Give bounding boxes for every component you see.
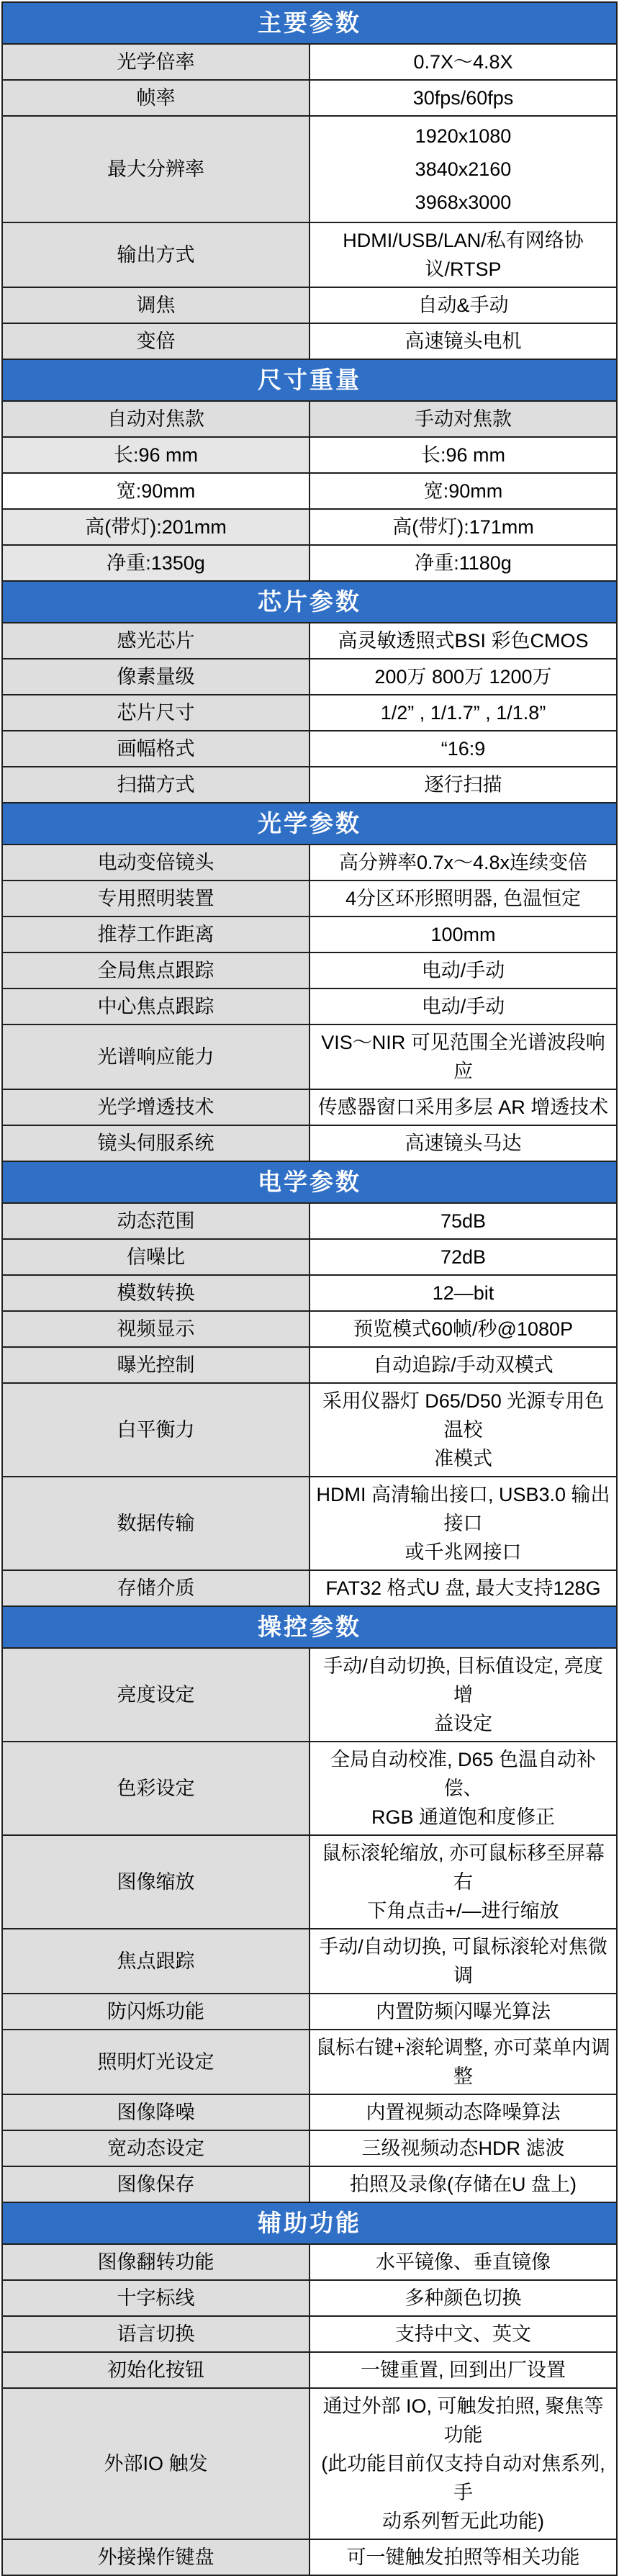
section-header-electrical-params: 电学参数 <box>2 1161 617 1203</box>
row-value: VIS～NIR 可见范围全光谱波段响应 <box>310 1024 617 1089</box>
row-label: 照明灯光设定 <box>2 2030 310 2094</box>
dimension-cell: 宽:90mm <box>310 473 617 509</box>
row-value: 多种颜色切换 <box>310 2280 617 2316</box>
row-label: 白平衡力 <box>2 1383 310 1477</box>
value-line: 鼠标滚轮缩放, 亦可鼠标移至屏幕右 <box>321 1842 605 1893</box>
row-label: 图像降噪 <box>2 2094 310 2130</box>
row-label: 帧率 <box>2 80 310 116</box>
row-label: 镜头伺服系统 <box>2 1125 310 1161</box>
spec-table <box>1 1 618 2576</box>
row-value: 一键重置, 回到出厂设置 <box>310 2352 617 2388</box>
row-label: 初始化按钮 <box>2 2352 310 2388</box>
section-header-optical-params: 光学参数 <box>2 803 617 845</box>
row-label: 曝光控制 <box>2 1347 310 1383</box>
row-value: 内置防频闪曝光算法 <box>310 1994 617 2030</box>
value-line: RGB 通道饱和度修正 <box>371 1806 555 1828</box>
row-label: 动态范围 <box>2 1203 310 1239</box>
row-value-multiline <box>310 1383 617 1477</box>
dimension-cell: 长:96 mm <box>2 437 310 473</box>
section-header-control-params: 操控参数 <box>2 1606 617 1648</box>
row-label: 调焦 <box>2 287 310 323</box>
row-label: 感光芯片 <box>2 623 310 659</box>
section-header-main-params: 主要参数 <box>2 2 617 44</box>
row-value: 手动/自动切换, 可鼠标滚轮对焦微调 <box>310 1929 617 1994</box>
weight-cell: 净重:1180g <box>310 545 617 581</box>
row-label: 扫描方式 <box>2 767 310 803</box>
dimension-cell: 长:96 mm <box>310 437 617 473</box>
row-label: 信噪比 <box>2 1239 310 1275</box>
row-value: 拍照及录像(存储在U 盘上) <box>310 2166 617 2202</box>
row-label: 中心焦点跟踪 <box>2 988 310 1024</box>
row-value: “16:9 <box>310 731 617 767</box>
resolution-list <box>310 116 617 222</box>
value-line: HDMI 高清输出接口, USB3.0 输出接口 <box>316 1484 610 1534</box>
dimension-cell: 宽:90mm <box>2 473 310 509</box>
row-value: 水平镜像、垂直镜像 <box>310 2244 617 2280</box>
row-value: 逐行扫描 <box>310 767 617 803</box>
row-value: 高速镜头电机 <box>310 323 617 359</box>
value-line: 准模式 <box>434 1448 492 1469</box>
row-value: 200万 800万 1200万 <box>310 659 617 695</box>
row-value: 鼠标右键+滚轮调整, 亦可菜单内调整 <box>310 2030 617 2094</box>
resolution-value: 1920x1080 <box>415 125 512 147</box>
row-value: 高分辨率0.7x～4.8x连续变倍 <box>310 845 617 881</box>
row-label: 芯片尺寸 <box>2 695 310 731</box>
row-label: 专用照明装置 <box>2 881 310 917</box>
column-header-manual-focus: 手动对焦款 <box>310 401 617 437</box>
value-line: 通过外部 IO, 可触发拍照, 聚焦等功能 <box>322 2395 604 2446</box>
row-value: FAT32 格式U 盘, 最大支持128G <box>310 1570 617 1606</box>
row-label: 图像保存 <box>2 2166 310 2202</box>
row-value: 30fps/60fps <box>310 80 617 116</box>
row-label: 画幅格式 <box>2 731 310 767</box>
row-label: 光学倍率 <box>2 44 310 80</box>
row-value: 三级视频动态HDR 滤波 <box>310 2130 617 2166</box>
row-label: 宽动态设定 <box>2 2130 310 2166</box>
dimension-cell: 高(带灯):171mm <box>310 509 617 545</box>
column-header-auto-focus: 自动对焦款 <box>2 401 310 437</box>
dimension-cell: 高(带灯):201mm <box>2 509 310 545</box>
resolution-value: 3968x3000 <box>415 192 512 213</box>
section-header-size-weight: 尺寸重量 <box>2 359 617 401</box>
row-label: 语言切换 <box>2 2316 310 2352</box>
row-value: 内置视频动态降噪算法 <box>310 2094 617 2130</box>
value-line: 手动/自动切换, 目标值设定, 亮度增 <box>323 1655 603 1706</box>
row-label: 最大分辨率 <box>2 116 310 222</box>
row-value: 75dB <box>310 1203 617 1239</box>
row-value-multiline <box>310 1835 617 1929</box>
row-value-multiline <box>310 1477 617 1570</box>
value-line: 采用仪器灯 D65/D50 光源专用色温校 <box>322 1390 605 1441</box>
row-label: 外接操作键盘 <box>2 2539 310 2575</box>
section-header-chip-params: 芯片参数 <box>2 581 617 623</box>
row-value: 电动/手动 <box>310 988 617 1024</box>
value-line: 动系列暂无此功能) <box>382 2510 544 2532</box>
row-value-multiline <box>310 1742 617 1835</box>
row-value: 支持中文、英文 <box>310 2316 617 2352</box>
row-label: 亮度设定 <box>2 1648 310 1742</box>
row-label: 焦点跟踪 <box>2 1929 310 1994</box>
row-value: 1/2” , 1/1.7” , 1/1.8” <box>310 695 617 731</box>
row-value-multiline <box>310 2388 617 2539</box>
resolution-value: 3840x2160 <box>415 158 512 180</box>
row-label: 数据传输 <box>2 1477 310 1570</box>
row-value: 高速镜头马达 <box>310 1125 617 1161</box>
value-line: 全局自动校准, D65 色温自动补偿、 <box>330 1749 597 1799</box>
row-label: 视频显示 <box>2 1311 310 1347</box>
row-label: 外部IO 触发 <box>2 2388 310 2539</box>
row-label: 光学增透技术 <box>2 1089 310 1125</box>
row-value: 可一键触发拍照等相关功能 <box>310 2539 617 2575</box>
row-value: 预览模式60帧/秒@1080P <box>310 1311 617 1347</box>
row-label: 图像缩放 <box>2 1835 310 1929</box>
row-label: 图像翻转功能 <box>2 2244 310 2280</box>
row-label: 像素量级 <box>2 659 310 695</box>
row-label: 输出方式 <box>2 222 310 287</box>
row-label: 防闪烁功能 <box>2 1994 310 2030</box>
row-label: 推荐工作距离 <box>2 917 310 953</box>
row-label: 色彩设定 <box>2 1742 310 1835</box>
row-value-multiline <box>310 1648 617 1742</box>
row-value: 高灵敏透照式BSI 彩色CMOS <box>310 623 617 659</box>
row-value: 12—bit <box>310 1275 617 1311</box>
weight-cell: 净重:1350g <box>2 545 310 581</box>
value-line: 下角点击+/—进行缩放 <box>367 1900 559 1922</box>
row-label: 光谱响应能力 <box>2 1024 310 1089</box>
row-value: 自动追踪/手动双模式 <box>310 1347 617 1383</box>
row-label: 全局焦点跟踪 <box>2 953 310 988</box>
row-label: 十字标线 <box>2 2280 310 2316</box>
row-value: 0.7X～4.8X <box>310 44 617 80</box>
section-header-aux-functions: 辅助功能 <box>2 2202 617 2244</box>
row-value: 传感器窗口采用多层 AR 增透技术 <box>310 1089 617 1125</box>
value-line: 益设定 <box>434 1713 492 1734</box>
value-line: 或千兆网接口 <box>405 1541 522 1563</box>
row-label: 电动变倍镜头 <box>2 845 310 881</box>
row-value: 100mm <box>310 917 617 953</box>
row-label: 存储介质 <box>2 1570 310 1606</box>
row-label: 模数转换 <box>2 1275 310 1311</box>
row-label: 变倍 <box>2 323 310 359</box>
row-value: 电动/手动 <box>310 953 617 988</box>
value-line: (此功能目前仅支持自动对焦系列, 手 <box>321 2453 605 2503</box>
row-value: 自动&手动 <box>310 287 617 323</box>
row-value: 4分区环形照明器, 色温恒定 <box>310 881 617 917</box>
row-value: HDMI/USB/LAN/私有网络协议/RTSP <box>310 222 617 287</box>
row-value: 72dB <box>310 1239 617 1275</box>
